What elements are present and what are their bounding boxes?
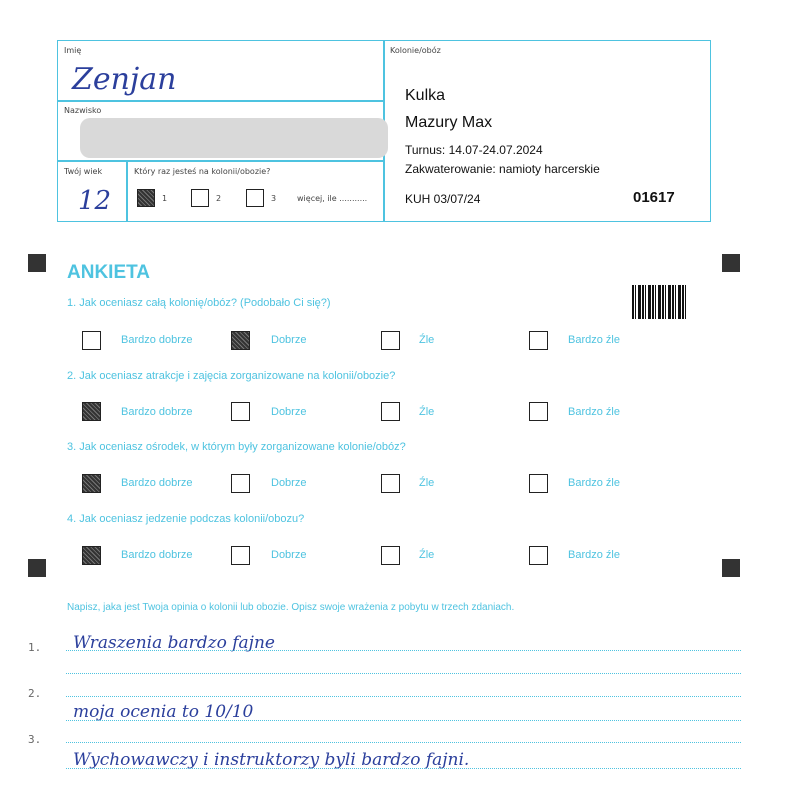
q4-option-zle-checkbox[interactable] (381, 546, 400, 565)
opinion-line-1-text[interactable]: Wraszenia bardzo fajne (73, 633, 275, 653)
registration-marker-tl (28, 254, 46, 272)
wiek-value: 12 (78, 186, 112, 216)
opinion-line-3-number: 3. (28, 733, 42, 746)
q1-option-dobrze-checkbox[interactable] (231, 331, 250, 350)
opinion-dotted-line-1 (66, 650, 741, 651)
kolonie-label: Kolonie/obóz (390, 46, 441, 55)
question-4-text: 4. Jak oceniasz jedzenie podczas kolonii/obozu? (67, 513, 305, 525)
q1-option-zle-checkbox[interactable] (381, 331, 400, 350)
q2-option-bardzo-zle-checkbox[interactable] (529, 402, 548, 421)
q4-option-dobrze-label: Dobrze (271, 549, 307, 561)
nazwisko-label: Nazwisko (64, 106, 102, 115)
opinion-prompt: Napisz, jaka jest Twoja opinia o kolonii lub obozie. Opisz swoje wrażenia z pobytu w trzech zdaniach. (67, 602, 515, 613)
question-1-text: 1. Jak oceniasz całą kolonię/obóz? (Podobało Ci się?) (67, 297, 331, 309)
q3-option-bardzo-dobrze-label: Bardzo dobrze (121, 477, 193, 489)
q3-option-dobrze-label: Dobrze (271, 477, 307, 489)
q1-option-dobrze-label: Dobrze (271, 334, 307, 346)
q4-option-bardzo-zle-label: Bardzo źle (568, 549, 620, 561)
q1-option-bardzo-zle-label: Bardzo źle (568, 334, 620, 346)
question-2-text: 2. Jak oceniasz atrakcje i zajęcia zorganizowane na kolonii/obozie? (67, 370, 396, 382)
opinion-line-2-number: 2. (28, 687, 42, 700)
q4-option-bardzo-zle-checkbox[interactable] (529, 546, 548, 565)
imie-divider (57, 100, 383, 102)
nazwisko-divider (57, 160, 383, 162)
opinion-dotted-line-3b (66, 768, 741, 769)
ktory-raz-checkbox-3[interactable] (246, 189, 264, 207)
q2-option-zle-checkbox[interactable] (381, 402, 400, 421)
q3-option-dobrze-checkbox[interactable] (231, 474, 250, 493)
q1-option-bardzo-zle-checkbox[interactable] (529, 331, 548, 350)
q3-option-bardzo-dobrze-checkbox[interactable] (82, 474, 101, 493)
form-code: KUH 03/07/24 (405, 192, 481, 206)
q2-option-bardzo-zle-label: Bardzo źle (568, 406, 620, 418)
redaction-bar (80, 118, 388, 158)
q3-option-bardzo-zle-checkbox[interactable] (529, 474, 548, 493)
q1-option-bardzo-dobrze-checkbox[interactable] (82, 331, 101, 350)
wiek-divider (126, 160, 128, 221)
imie-value: Zenjan (72, 62, 177, 97)
q4-option-zle-label: Źle (419, 549, 435, 561)
wiek-label: Twój wiek (64, 167, 103, 176)
q2-option-dobrze-label: Dobrze (271, 406, 307, 418)
question-3-text: 3. Jak oceniasz ośrodek, w którym były zorganizowane kolonie/obóz? (67, 441, 406, 453)
kolonie-name: Kulka (405, 87, 446, 104)
q3-option-bardzo-zle-label: Bardzo źle (568, 477, 620, 489)
survey-title: ANKIETA (67, 262, 151, 283)
opinion-line-3-text[interactable]: Wychowawczy i instruktorzy byli bardzo fajni. (73, 750, 470, 770)
opinion-line-2-text[interactable]: moja ocenia to 10/10 (73, 702, 254, 722)
q1-option-zle-label: Źle (419, 334, 435, 346)
ktory-raz-option-2: 2 (216, 194, 222, 203)
q4-option-bardzo-dobrze-checkbox[interactable] (82, 546, 101, 565)
ktory-raz-checkbox-1[interactable] (137, 189, 155, 207)
wiecej-label: więcej, ile ........... (297, 194, 368, 203)
q4-option-bardzo-dobrze-label: Bardzo dobrze (121, 549, 193, 561)
ktory-raz-label: Który raz jesteś na kolonii/obozie? (134, 167, 271, 176)
q2-option-dobrze-checkbox[interactable] (231, 402, 250, 421)
opinion-dotted-line-3 (66, 742, 741, 743)
opinion-dotted-line-2b (66, 720, 741, 721)
ktory-raz-option-1: 1 (162, 194, 168, 203)
q3-option-zle-checkbox[interactable] (381, 474, 400, 493)
q2-option-bardzo-dobrze-checkbox[interactable] (82, 402, 101, 421)
q2-option-zle-label: Źle (419, 406, 435, 418)
registration-marker-tr (722, 254, 740, 272)
q4-option-dobrze-checkbox[interactable] (231, 546, 250, 565)
turnus: Turnus: 14.07-24.07.2024 (405, 143, 543, 157)
q2-option-bardzo-dobrze-label: Bardzo dobrze (121, 406, 193, 418)
opinion-dotted-line-1b (66, 673, 741, 674)
form-number: 01617 (633, 189, 675, 206)
opinion-dotted-line-2 (66, 696, 741, 697)
q1-option-bardzo-dobrze-label: Bardzo dobrze (121, 334, 193, 346)
registration-marker-bl (28, 559, 46, 577)
ktory-raz-checkbox-2[interactable] (191, 189, 209, 207)
registration-marker-br (722, 559, 740, 577)
kolonie-place: Mazury Max (405, 114, 493, 131)
q3-option-zle-label: Źle (419, 477, 435, 489)
opinion-line-1-number: 1. (28, 641, 42, 654)
imie-label: Imię (64, 46, 82, 55)
ktory-raz-option-3: 3 (271, 194, 277, 203)
zakwaterowanie: Zakwaterowanie: namioty harcerskie (405, 162, 600, 176)
barcode-icon (632, 285, 686, 319)
